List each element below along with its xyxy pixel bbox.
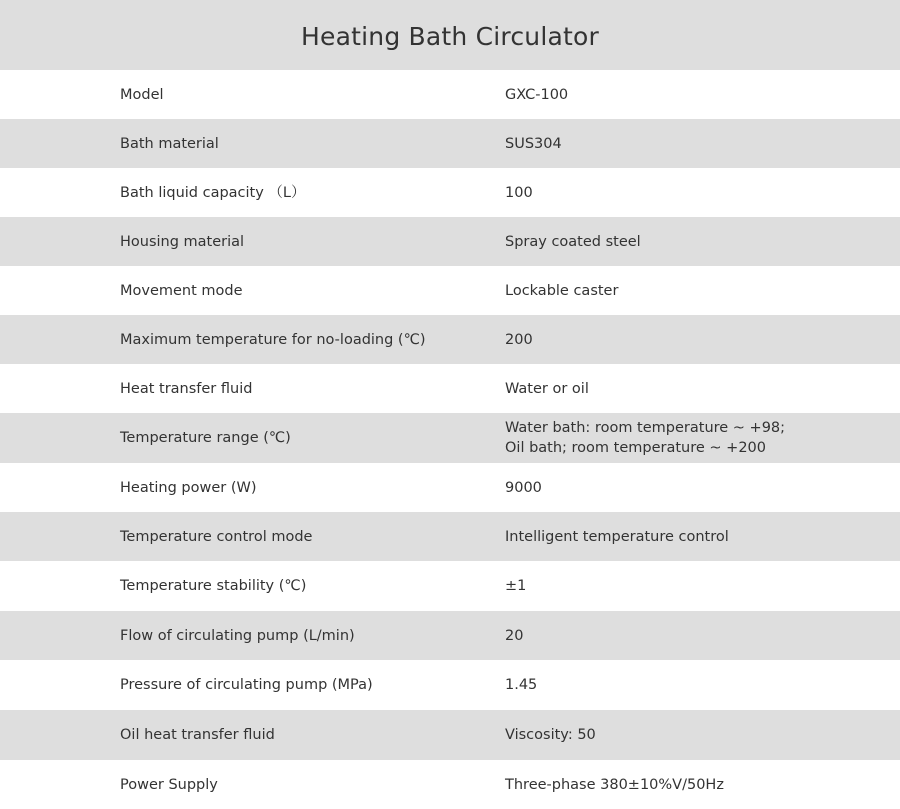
table-row-heating-power	[0, 463, 900, 512]
title-bar	[0, 0, 900, 70]
row-value: ±1	[505, 578, 527, 594]
table-row-pump-flow	[0, 611, 900, 660]
row-value: Spray coated steel	[505, 233, 641, 250]
row-value: 200	[505, 331, 533, 348]
row-value: GXC-100	[505, 86, 569, 103]
row-value: Lockable caster	[505, 282, 619, 299]
table-row-oil-fluid	[0, 710, 900, 760]
row-label: Bath liquid capacity （L）	[120, 184, 306, 201]
table-row-temperature-stability	[0, 561, 900, 611]
spec-table	[0, 70, 900, 809]
table-row-heat-transfer-fluid	[0, 364, 900, 413]
table-row-bath-material	[0, 119, 900, 168]
row-label: Model	[120, 86, 164, 103]
row-label: Heating power (W)	[120, 479, 257, 496]
row-value: Water bath: room temperature ~ +98; Oil bath; room temperature ~ +200	[505, 420, 786, 456]
row-label: Temperature stability (℃)	[120, 578, 307, 594]
row-label: Temperature control mode	[120, 528, 313, 545]
table-row-bath-capacity	[0, 168, 900, 217]
row-value: Three-phase 380±10%V/50Hz	[505, 776, 724, 793]
row-label: Flow of circulating pump (L/min)	[120, 627, 355, 644]
row-value: Viscosity: 50	[505, 727, 596, 743]
row-label: Pressure of circulating pump (MPa)	[120, 677, 373, 693]
row-label: Housing material	[120, 233, 245, 250]
row-value: 20	[505, 627, 524, 644]
table-row-housing-material	[0, 217, 900, 266]
row-value: Intelligent temperature control	[505, 528, 729, 545]
table-row-temperature-range	[0, 413, 900, 463]
row-label: Oil heat transfer fluid	[120, 727, 275, 743]
table-row-movement-mode	[0, 266, 900, 315]
row-value: 9000	[505, 479, 542, 496]
row-label: Maximum temperature for no-loading (℃)	[120, 331, 426, 348]
row-value: 1.45	[505, 677, 538, 693]
table-row-power-supply	[0, 760, 900, 809]
page-title: Heating Bath Circulator	[301, 21, 599, 51]
row-value: Water or oil	[505, 380, 589, 397]
row-label: Movement mode	[120, 282, 243, 299]
row-label: Bath material	[120, 135, 219, 152]
table-row-control-mode	[0, 512, 900, 561]
table-row-max-temperature	[0, 315, 900, 364]
table-row-model	[0, 70, 900, 119]
row-label: Power Supply	[120, 776, 218, 793]
row-value: 100	[505, 184, 533, 201]
row-value: SUS304	[505, 135, 562, 152]
row-label: Temperature range (℃)	[120, 430, 291, 446]
row-label: Heat transfer fluid	[120, 380, 253, 397]
table-row-pump-pressure	[0, 660, 900, 710]
